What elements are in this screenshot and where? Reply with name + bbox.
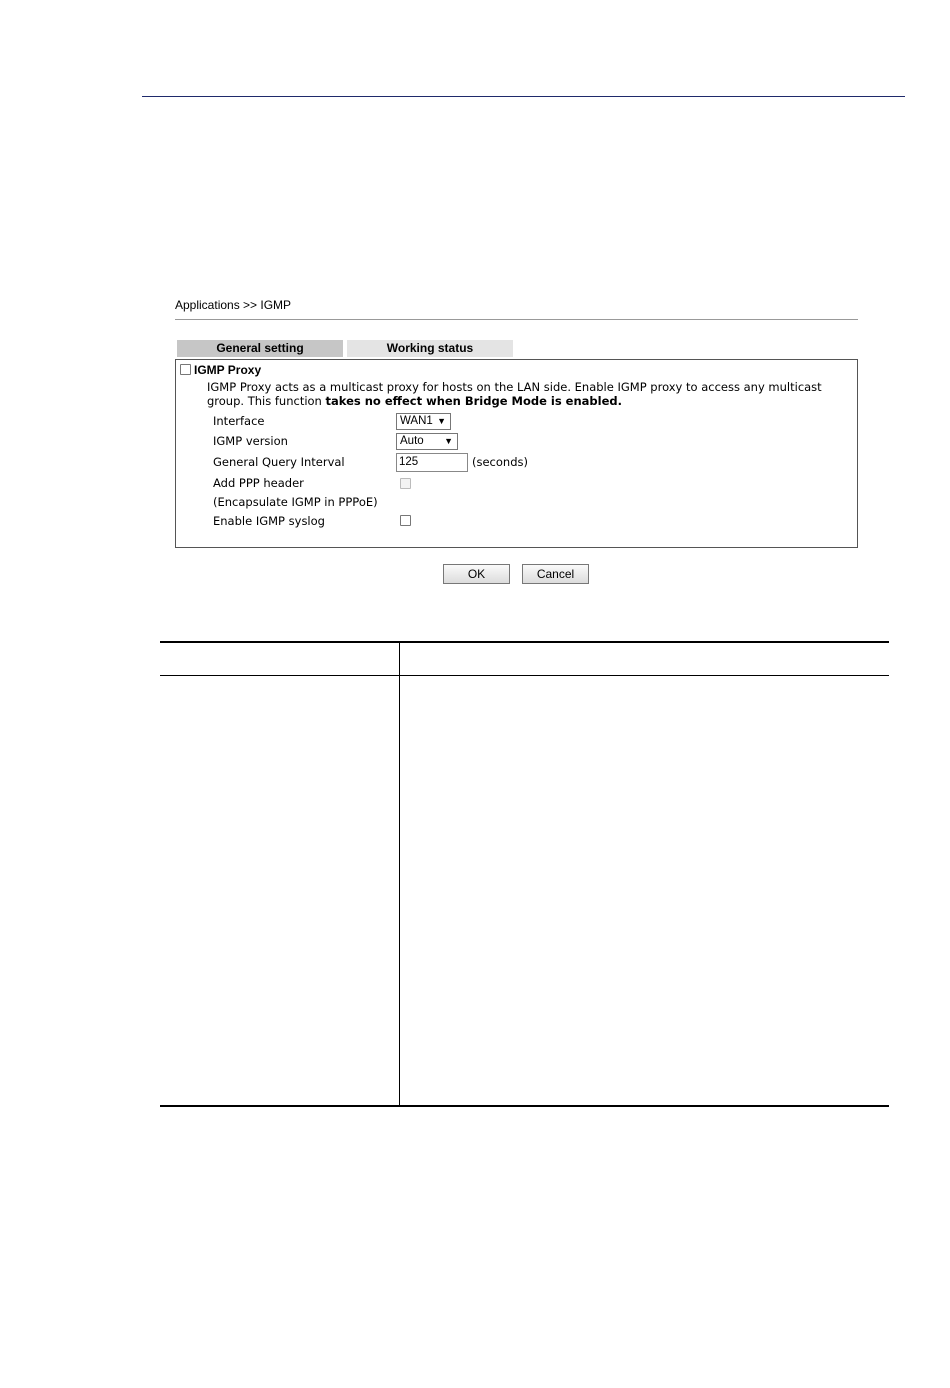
igmp-proxy-description [207, 380, 852, 408]
ok-button[interactable]: OK [443, 564, 510, 584]
query-interval-label: General Query Interval [213, 455, 345, 469]
table-top-rule [160, 641, 889, 643]
igmp-syslog-checkbox[interactable] [400, 515, 411, 526]
ppp-header-checkbox[interactable] [400, 478, 411, 489]
ppp-header-label: Add PPP header [213, 476, 304, 490]
breadcrumb: Applications >> IGMP [175, 298, 292, 312]
interface-select[interactable] [396, 413, 451, 430]
table-header-rule [160, 675, 889, 676]
igmp-proxy-checkbox[interactable] [180, 364, 191, 375]
igmp-version-select-value: Auto [400, 435, 424, 447]
ppp-header-note: (Encapsulate IGMP in PPPoE) [213, 495, 378, 509]
query-interval-input[interactable]: 125 [396, 453, 468, 472]
tab-working-status[interactable]: Working status [347, 340, 513, 357]
chevron-down-icon: ▼ [444, 436, 453, 446]
table-column-divider [399, 643, 400, 1105]
page-header-rule [142, 96, 905, 97]
cancel-button[interactable]: Cancel [522, 564, 589, 584]
tab-general-setting[interactable]: General setting [177, 340, 343, 357]
igmp-proxy-title: IGMP Proxy [194, 363, 262, 377]
igmp-version-select[interactable] [396, 433, 458, 450]
query-interval-unit: (seconds) [472, 455, 528, 469]
igmp-syslog-label: Enable IGMP syslog [213, 514, 325, 528]
interface-label: Interface [213, 414, 265, 428]
interface-select-value: WAN1 [400, 415, 433, 427]
description-text: IGMP Proxy acts as a multicast proxy for hosts on the LAN side. Enable IGMP proxy to access any multicast group. This function [207, 380, 822, 408]
chevron-down-icon: ▼ [437, 416, 446, 426]
breadcrumb-divider [175, 319, 858, 320]
table-bottom-rule [160, 1105, 889, 1107]
igmp-version-label: IGMP version [213, 434, 288, 448]
description-warning: takes no effect when Bridge Mode is enabled. [325, 394, 623, 408]
